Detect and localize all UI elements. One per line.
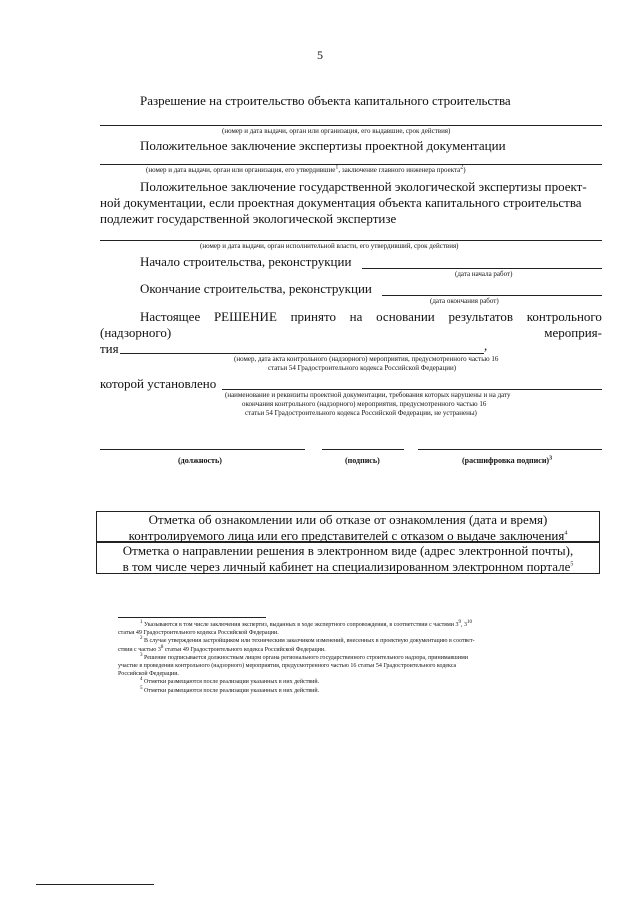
scan-line [36, 884, 154, 885]
decision-caption-2: статьи 54 Градостроительного кодекса Российской Федерации) [268, 364, 457, 372]
sign-line [322, 449, 404, 450]
sign-caption: (подпись) [345, 456, 380, 465]
decision-caption-1: (номер, дата акта контрольного (надзорного) мероприятия, предусмотренного частью 16 [234, 355, 499, 363]
footnote-2-cont: ствии с частью $3^8$ статьи 49 Градостроительного кодекса Российской Федерации. [118, 644, 326, 653]
decrypt-caption: (расшифровка подписи)$^3$ [462, 455, 553, 465]
notice-box [96, 511, 600, 542]
position-line [100, 449, 305, 450]
expertise-title: Положительное заключение экспертизы проектной документации [140, 138, 506, 153]
footnote-3: $^3$ Решение подписывается должностным лицом органа регионального государственного строительного надзора, принимавшими [140, 652, 469, 661]
end-caption: (дата окончания работ) [430, 297, 499, 305]
decision-line-2: (надзорного) мероприя- [100, 325, 602, 340]
established-caption-3: статьи 54 Градостроительного кодекса Российской Федерации, не устранены) [245, 409, 477, 417]
permit-caption: (номер и дата выдачи, орган или организация, его выдавшие, срок действия) [222, 127, 451, 135]
end-line [382, 295, 602, 296]
expertise-line [100, 164, 602, 165]
footnote-4: $^4$ Отметки размещаются после реализации указанных в них действий. [140, 677, 320, 686]
footnote-3-end: Российской Федерации. [118, 671, 179, 678]
permit-title: Разрешение на строительство объекта капитального строительства [140, 93, 511, 108]
established-caption-1: (наименование и реквизиты проектной документации, требования которых нарушены и на дату [225, 391, 511, 399]
footnote-2: $^2$ В случае утверждения застройщиком или техническим заказчиком изменений, внесенных в проектную документацию в соответ- [140, 636, 475, 645]
footnote-separator [118, 617, 266, 618]
electronic-line-2: в том числе через личный кабинет на специализированном электронном портале$^5$ [122, 559, 574, 574]
established-caption-2: окончания контрольного (надзорного) мероприятия, предусмотренного частью 16 [242, 400, 487, 408]
decision-line-3: тия [100, 341, 119, 356]
end-label: Окончание строительства, реконструкции [140, 281, 372, 296]
start-label: Начало строительства, реконструкции [140, 254, 352, 269]
permit-line [100, 125, 602, 126]
footnote-1: $^1$ Указываются в том числе заключения экспертиз, выданных в ходе экспертного сопровождения, в соответствии с частями $3^9$, $3^{10}$ [140, 620, 472, 628]
footnote-3-cont: участие в проведении контрольного (надзорного) мероприятия, предусмотренного частью 16 статьи 54 Градостроительного кодекса [118, 663, 457, 670]
electronic-line-1: Отметка о направлении решения в электронном виде (адрес электронной почты), [122, 543, 574, 558]
decision-line [120, 353, 484, 354]
electronic-box [96, 542, 600, 574]
footnote-1-cont: статьи 49 Градостроительного кодекса Российской Федерации. [118, 630, 279, 637]
decrypt-line [418, 449, 602, 450]
footnote-5: $^5$ Отметки размещаются после реализации указанных в них действий. [140, 685, 320, 694]
page-number: 5 [317, 48, 323, 62]
established-line [222, 389, 602, 390]
notice-line-2: контролируемого лица или его представителей с отказом о выдаче заключения$^4$ [128, 528, 568, 543]
start-line [362, 268, 602, 269]
established-label: которой установлено [100, 376, 217, 391]
notice-line-1: Отметка об ознакомлении или об отказе от ознакомления (дата и время) [148, 512, 548, 527]
decision-line-1: Настоящее РЕШЕНИЕ принято на основании результатов контрольного [140, 309, 602, 324]
position-caption: (должность) [178, 456, 222, 465]
eco-line-3: подлежит государственной экологической экспертизе [100, 211, 397, 226]
eco-line-1: Положительное заключение государственной экологической экспертизы проект- [140, 179, 587, 194]
eco-line [100, 240, 602, 241]
decision-comma: , [484, 338, 488, 353]
start-caption: (дата начала работ) [455, 270, 513, 278]
expertise-caption: (номер и дата выдачи, орган или организация, его утвердившие1, заключение главного инженера проекта2) [146, 164, 466, 174]
footnotes [118, 621, 602, 695]
eco-caption: (номер и дата выдачи, орган исполнительной власти, его утвердивший, срок действия) [200, 242, 459, 250]
eco-line-2: ной документации, если проектная документация объекта капитального строительства [100, 195, 582, 210]
